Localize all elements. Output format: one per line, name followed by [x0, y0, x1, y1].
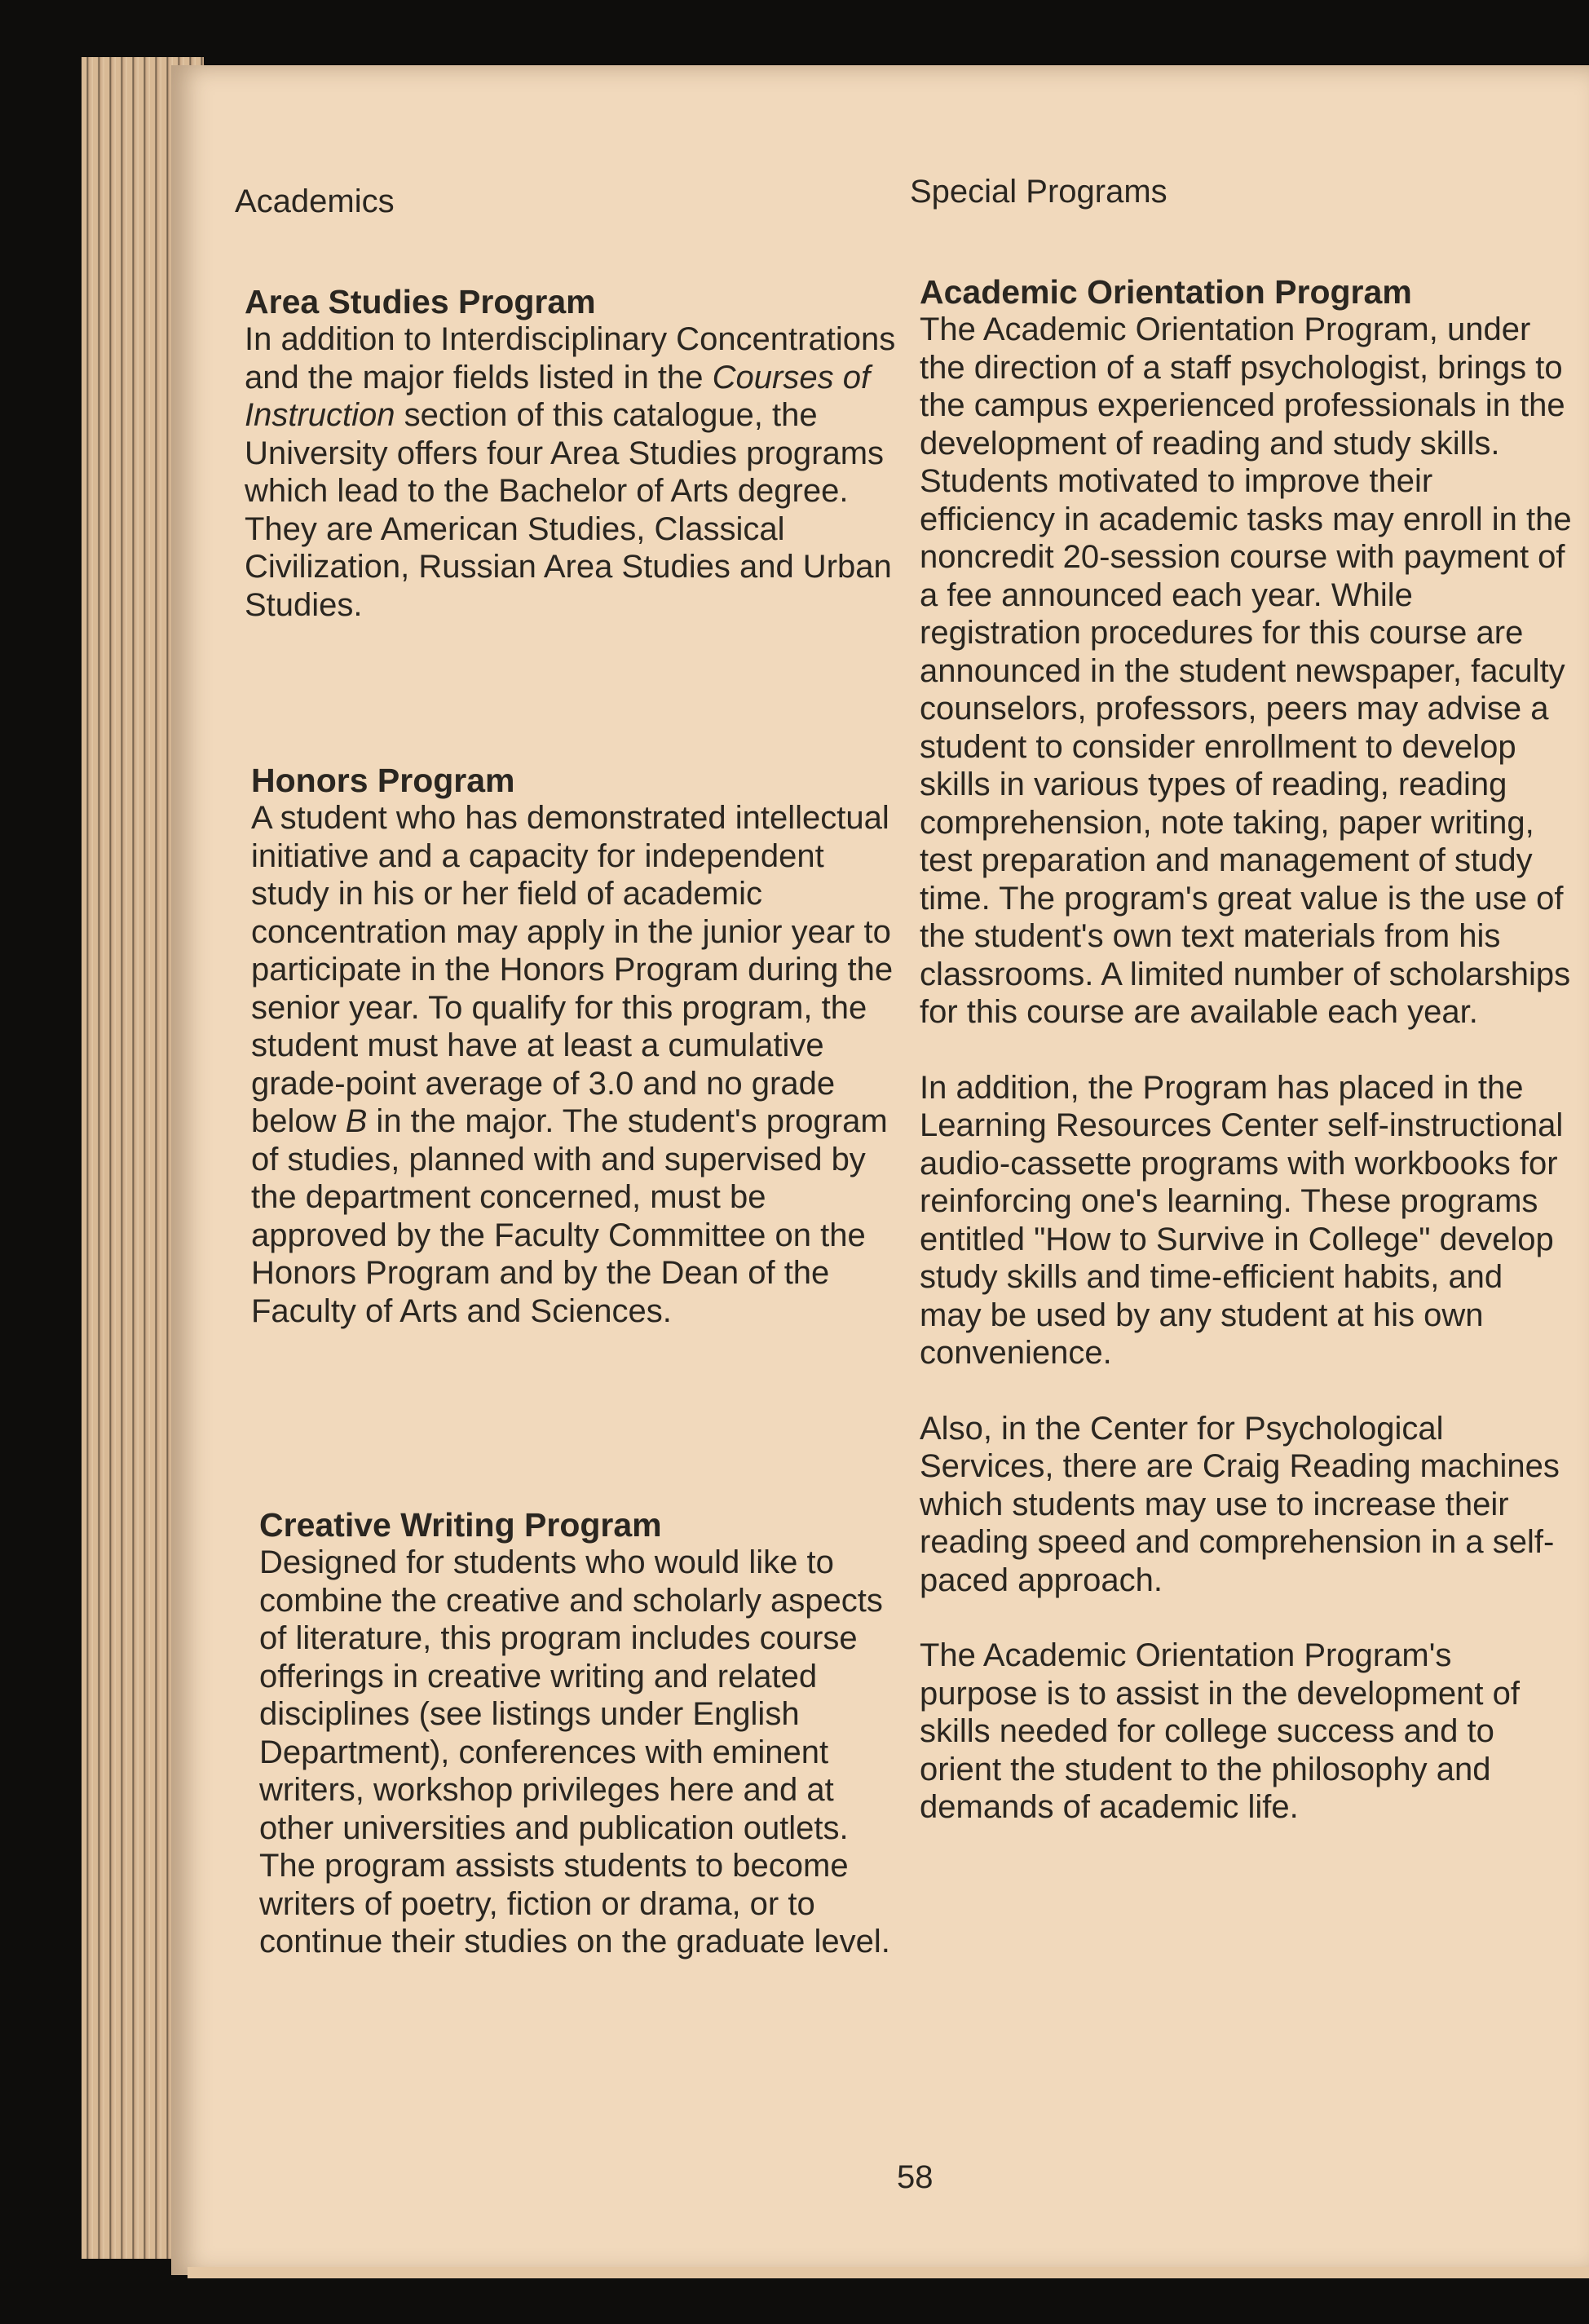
section-title: Honors Program: [251, 762, 515, 799]
section-paragraph: The Academic Orientation Program's purpose is to assist in the development of skills needed for college success and to orient the student to the philosophy and demands of academic life.: [920, 1637, 1520, 1825]
honors-section: [251, 762, 903, 1330]
section-title: Area Studies Program: [245, 283, 596, 320]
area-studies-section: [245, 283, 897, 624]
emphasized-term: Courses of Instruction: [245, 359, 871, 433]
creative-writing-section: [259, 1506, 911, 1961]
running-header-right: Special Programs: [910, 174, 1167, 210]
section-paragraph: Also, in the Center for Psychological Services, there are Craig Reading machines which students may use to increase their reading speed and comprehension in a self-paced approach.: [920, 1410, 1560, 1598]
section-paragraph: In addition, the Program has placed in the Learning Resources Center self-instructional audio-cassette programs with workbooks for reinforcing one's learning. These programs entitled "How to Survive in College" develop study skills and time-efficient habits, and may be used by any student at his own convenience.: [920, 1069, 1564, 1371]
section-paragraph: In addition to Interdisciplinary Concentrations and the major fields listed in the Courses of Instruction section of this catalogue, the University offers four Area Studies programs which lead to the Bachelor of Arts degree. They are American Studies, Classical Civilization, Russian Area Studies and Urban Studies.: [245, 321, 896, 623]
section-paragraph: Designed for students who would like to combine the creative and scholarly aspects of literature, this program includes course offerings in creative writing and related disciplines (see listings under English Department), conferences with eminent writers, workshop privileges here and at other universities and publication outlets. The program assists students to become writers of poetry, fiction or drama, or to continue their studies on the graduate level.: [259, 1544, 890, 1959]
running-header-left: Academics: [235, 183, 395, 219]
section-title: Academic Orientation Program: [920, 273, 1412, 311]
emphasized-term: B: [345, 1103, 368, 1139]
section-paragraph: The Academic Orientation Program, under the direction of a staff psychologist, brings to the campus experienced professionals in the development of reading and study skills. Students motivated to improve their efficiency in academic tasks may enroll in the noncredit 20-session course with payment of a fee announced each year. While registration procedures for this course are announced in the student newspaper, faculty counselors, professors, peers may advise a student to consider enrollment to develop skills in various types of reading, reading comprehension, note taking, paper writing, test preparation and management of study time. The program's great value is the use of the student's own text materials from his classrooms. A limited number of scholarships for this course are available each year.: [920, 311, 1572, 1030]
page-bottom-edge: [188, 2267, 1589, 2278]
section-title: Creative Writing Program: [259, 1506, 662, 1544]
section-paragraph: A student who has demonstrated intellectual initiative and a capacity for independent study in his or her field of academic concentration may apply in the junior year to participate in the Honors Program during the senior year. To qualify for this program, the student must have at least a cumulative grade-point average of 3.0 and no grade below B in the major. The student's program of studies, planned with and supervised by the department concerned, must be approved by the Faculty Committee on the Honors Program and by the Dean of the Faculty of Arts and Sciences.: [251, 800, 894, 1329]
page-number: 58: [897, 2159, 934, 2195]
academic-orientation-section: [920, 273, 1572, 1827]
